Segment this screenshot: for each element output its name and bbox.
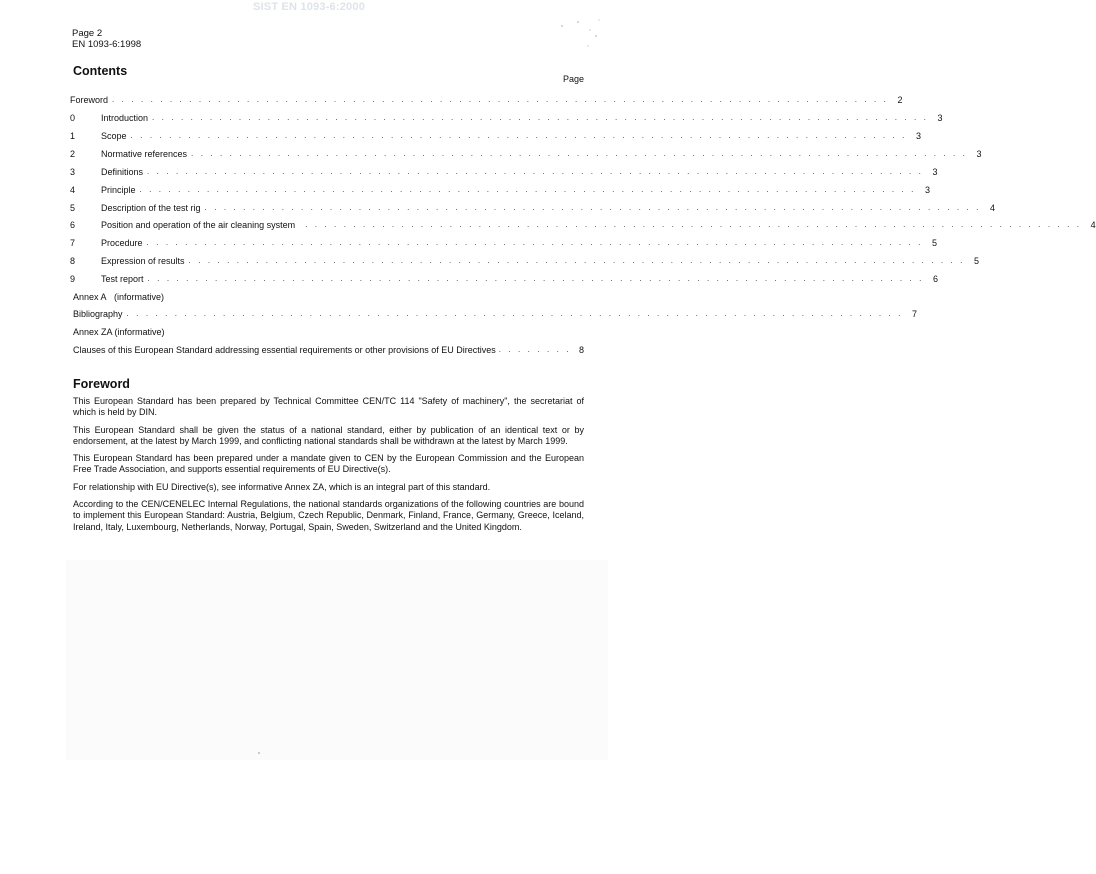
- toc-entry-title: Bibliography: [73, 309, 123, 319]
- contents-heading: Contents: [73, 64, 128, 78]
- toc-leader: . . . . . . . . . . . . . . . . . . . . . . . . . . . . . . . . . . . . . . . . . . . . . . . . . . . . . . . . . . . . . . . . . . . . . . . . . . . . . . . . .: [139, 185, 916, 194]
- foreword-body: [73, 396, 584, 539]
- toc-entry[interactable]: [70, 94, 903, 106]
- foreword-paragraph: This European Standard has been prepared by Technical Committee CEN/TC 114 "Safety of machinery", the secretariat of which is held by DIN.: [73, 396, 584, 418]
- toc-leader: . . . . . . . . . . . . . . . . . . . . . . . . . . . . . . . . . . . . . . . . . . . . . . . . . . . . . . . . . . . . . . . . . . . . . . . . . . . . . . . . .: [147, 167, 924, 176]
- toc-entry-page: 4: [1090, 220, 1096, 230]
- toc-entry-number: 2: [70, 149, 76, 159]
- watermark: SIST EN 1093-6:2000: [252, 1, 366, 13]
- toc-entry-page: 8: [579, 345, 585, 355]
- toc-clauses[interactable]: [73, 344, 584, 356]
- toc-entry[interactable]: [70, 255, 979, 267]
- toc-entry-title: Test report: [101, 274, 144, 284]
- toc-leader: . . . . . . . . . . . . . . . . . . . . . . . . . . . . . . . . . . . . . . . . . . . . . . . . . . . . . . . . . . . . . . . . . . . . . . . . . . . . . . . . .: [152, 113, 929, 122]
- standard-reference: EN 1093-6:1998: [72, 39, 142, 50]
- toc-leader: . . . . . . . . . . . . . . . . . . . . . . . . . . . . . . . . . . . . . . . . . . . . . . . . . . . . . . . . . . . . . . . . . . . . . . . . . . . . . . . . .: [146, 238, 923, 247]
- toc-entry-number: 1: [70, 131, 76, 141]
- toc-entry-number: 6: [70, 220, 76, 230]
- page-number: Page 2: [72, 28, 103, 39]
- toc-entry-title: Description of the test rig: [101, 203, 201, 213]
- toc-entry-title: Normative references: [101, 149, 188, 159]
- toc-entry[interactable]: [70, 184, 930, 196]
- toc-entry[interactable]: [70, 166, 938, 178]
- toc-entry[interactable]: [70, 202, 995, 214]
- toc-entry[interactable]: [70, 112, 943, 124]
- toc-entry-page: 2: [897, 95, 903, 105]
- toc-leader: . . . . . . . . . . . . . . . . . . . . . . . . . . . . . . . . . . . . . . . . . . . . . . . . . . . . . . . . . . . . . . . . . . . . . . . . . . . . . . . . .: [305, 220, 1082, 229]
- toc-entry-title: Expression of results: [101, 256, 185, 266]
- toc-annex-za[interactable]: Annex ZA (informative): [73, 327, 165, 337]
- toc-entry-page: 6: [932, 274, 938, 284]
- toc-entry-number: 8: [70, 256, 76, 266]
- foreword-paragraph: This European Standard has been prepared under a mandate given to CEN by the European Commission and the European Free Trade Association, and supports essential requirements of EU Directive(s).: [73, 453, 584, 475]
- toc-entry-page: 3: [937, 113, 943, 123]
- toc-entry[interactable]: [70, 130, 921, 142]
- toc-leader: . . . . . . . . . . . . . . . . . . . . . . . . . . . . . . . . . . . . . . . . . . . . . . . . . . . . . . . . . . . . . . . . . . . . . . . . . . . . . . . . .: [130, 131, 907, 140]
- toc-entry-title: Definitions: [101, 167, 144, 177]
- toc-entry-title: Procedure: [101, 238, 143, 248]
- foreword-paragraph: This European Standard shall be given the status of a national standard, either by publication of an identical text or by endorsement, at the latest by March 1999, and conflicting national standards shall be withdrawn at the latest by March 1999.: [73, 424, 584, 446]
- toc-entry-title: Scope: [101, 131, 127, 141]
- foreword-heading: Foreword: [73, 377, 130, 391]
- toc-bibliography[interactable]: [73, 308, 917, 320]
- toc-entry-title: Position and operation of the air cleaning system: [101, 220, 296, 230]
- toc-leader: . . . . . . . . . . . . . . . . . . . . . . . . . . . . . . . . . . . . . . . . . . . . . . . . . . . . . . . . . . . . . . . . . . . . . . . . . . . . . . . . .: [126, 309, 903, 318]
- foreword-paragraph: According to the CEN/CENELEC Internal Regulations, the national standards organizations of the following countries are bound to implement this European Standard: Austria, Belgium, Czech Republic, Denmark, Finland, France, Germany, Greece, Iceland, Ireland, Italy, Luxembourg, Netherlands, Norway, Portugal, Spain, Sweden, Switzerland and the United Kingdom.: [73, 499, 584, 532]
- toc-entry-number: 7: [70, 238, 76, 248]
- toc-entry-page: 3: [924, 185, 930, 195]
- toc-entry-title: Foreword: [70, 95, 109, 105]
- toc-leader: . . . . . . . .: [498, 345, 572, 354]
- toc-entry[interactable]: [70, 273, 938, 285]
- toc-leader: . . . . . . . . . . . . . . . . . . . . . . . . . . . . . . . . . . . . . . . . . . . . . . . . . . . . . . . . . . . . . . . . . . . . . . . . . . . . . . . . .: [191, 149, 968, 158]
- toc-leader: . . . . . . . . . . . . . . . . . . . . . . . . . . . . . . . . . . . . . . . . . . . . . . . . . . . . . . . . . . . . . . . . . . . . . . . . . . . . . . . . .: [204, 203, 981, 212]
- toc-entry-title: Clauses of this European Standard addressing essential requirements or other provisions of EU Directives: [73, 345, 496, 355]
- toc-leader: . . . . . . . . . . . . . . . . . . . . . . . . . . . . . . . . . . . . . . . . . . . . . . . . . . . . . . . . . . . . . . . . . . . . . . . . . . . . . . . . .: [147, 274, 924, 283]
- toc-entry-page: 7: [911, 309, 917, 319]
- toc-leader: . . . . . . . . . . . . . . . . . . . . . . . . . . . . . . . . . . . . . . . . . . . . . . . . . . . . . . . . . . . . . . . . . . . . . . . . . . . . . . . . .: [188, 256, 965, 265]
- page-column-label: Page: [562, 74, 584, 84]
- page-header: [72, 28, 141, 50]
- foreword-paragraph: For relationship with EU Directive(s), see informative Annex ZA, which is an integral part of this standard.: [73, 481, 491, 492]
- toc-leader: . . . . . . . . . . . . . . . . . . . . . . . . . . . . . . . . . . . . . . . . . . . . . . . . . . . . . . . . . . . . . . . . . . . . . . . . . . . . . . . . .: [112, 95, 889, 104]
- toc-entry[interactable]: [70, 237, 937, 249]
- toc-entry-page: 4: [989, 203, 995, 213]
- toc-entry-title: Introduction: [101, 113, 149, 123]
- toc-entry-number: 5: [70, 203, 76, 213]
- scan-shading: [66, 560, 608, 760]
- toc-entry-number: 3: [70, 167, 76, 177]
- scan-dot: [258, 752, 260, 754]
- toc-entry-page: 3: [932, 167, 938, 177]
- toc-entry-page: 5: [973, 256, 979, 266]
- toc-entry[interactable]: [70, 148, 982, 160]
- toc-entry-title: Principle: [101, 185, 136, 195]
- toc-entry-page: 5: [931, 238, 937, 248]
- toc-entry-number: 0: [70, 113, 76, 123]
- toc-entry[interactable]: [70, 219, 1096, 231]
- toc-annex-a[interactable]: Annex A (informative): [73, 292, 165, 302]
- toc-entry-page: 3: [915, 131, 921, 141]
- toc-entry-number: 4: [70, 185, 76, 195]
- toc-entry-page: 3: [976, 149, 982, 159]
- scan-specks: [524, 16, 604, 56]
- toc-entry-number: 9: [70, 274, 76, 284]
